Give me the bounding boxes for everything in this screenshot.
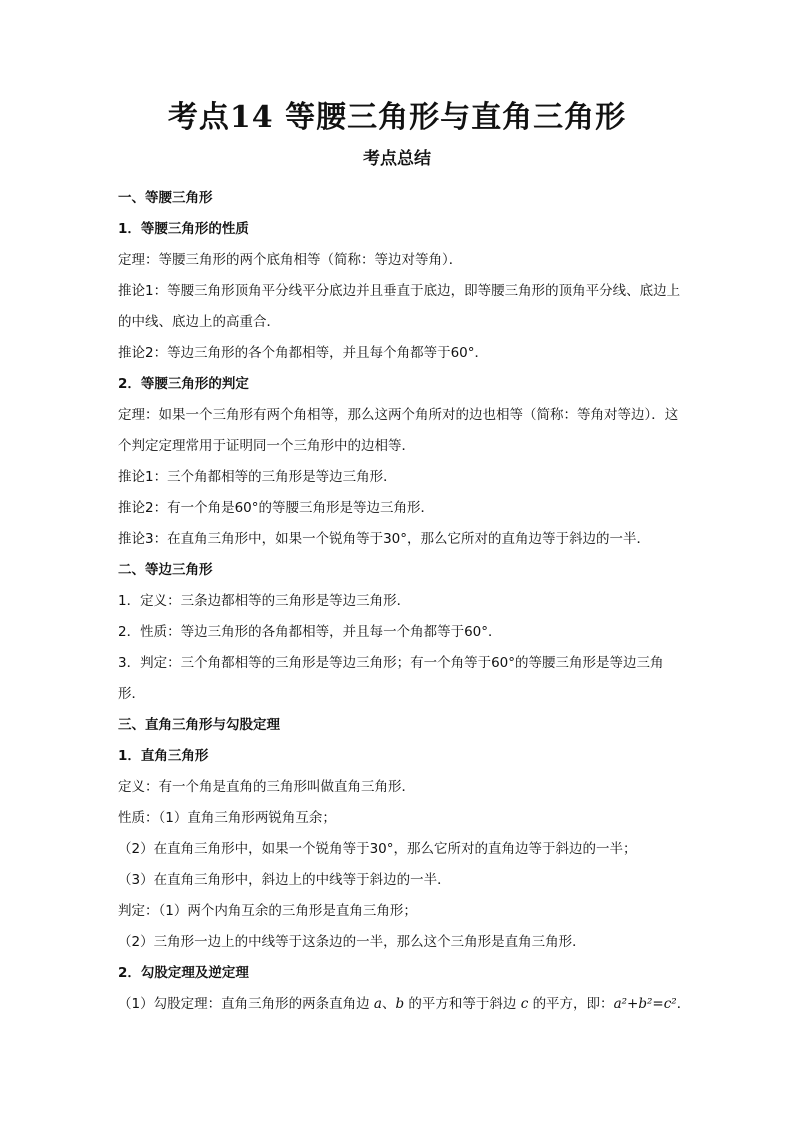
section-heading-right-triangle: 三、直角三角形与勾股定理 [118, 717, 280, 733]
isosceles-criteria-theorem: 定理：如果一个三角形有两个角相等，那么这两个角所对的边也相等（简称：等角对等边）．这个判定定理常用于证明同一个三角形中的边相等． [118, 407, 679, 454]
period: ． [676, 996, 691, 1012]
variable-a: a [373, 996, 382, 1012]
pythagorean-text-2: 的平方和等于斜边 [408, 996, 517, 1012]
isosceles-criteria-corollary-3: 推论3：在直角三角形中，如果一个锐角等于30°，那么它所对的直角边等于斜边的一半． [118, 531, 651, 547]
subsection-heading-isosceles-criteria: 2．等腰三角形的判定 [118, 376, 249, 392]
right-triangle-definition: 定义：有一个角是直角的三角形叫做直角三角形． [118, 779, 415, 795]
subsection-heading-pythagorean: 2．勾股定理及逆定理 [118, 965, 249, 981]
isosceles-theorem: 定理：等腰三角形的两个底角相等（简称：等边对等角）． [118, 252, 463, 268]
section-heading-isosceles: 一、等腰三角形 [118, 190, 213, 206]
right-triangle-criteria-1: 判定：（1）两个内角互余的三角形是直角三角形； [118, 903, 417, 919]
isosceles-criteria-corollary-2: 推论2：有一个角是60°的等腰三角形是等边三角形． [118, 500, 435, 516]
document-body [118, 183, 691, 1020]
page-subtitle: 考点总结 [363, 149, 431, 169]
section-heading-equilateral: 二、等边三角形 [118, 562, 213, 578]
isosceles-corollary-1: 推论1：等腰三角形顶角平分线平分底边并且垂直于底边，即等腰三角形的顶角平分线、底边上的中线、底边上的高重合． [118, 283, 681, 330]
isosceles-criteria-corollary-1: 推论1：三个角都相等的三角形是等边三角形． [118, 469, 397, 485]
subsection-heading-right-triangle: 1．直角三角形 [118, 748, 209, 764]
pythagorean-theorem [118, 989, 691, 1020]
variable-c: c [520, 996, 529, 1012]
right-triangle-property-2: （2）在直角三角形中，如果一个锐角等于30°，那么它所对的直角边等于斜边的一半； [118, 841, 637, 857]
pythagorean-text-1: （1）勾股定理：直角三角形的两条直角边 [118, 996, 370, 1012]
right-triangle-property-3: （3）在直角三角形中，斜边上的中线等于斜边的一半． [118, 872, 451, 888]
equilateral-property: 2．性质：等边三角形的各角都相等，并且每一个角都等于60°． [118, 624, 502, 640]
pythagorean-text-3: 的平方，即： [532, 996, 614, 1012]
equilateral-definition: 1．定义：三条边都相等的三角形是等边三角形． [118, 593, 411, 609]
separator: 、 [381, 996, 396, 1012]
right-triangle-criteria-2: （2）三角形一边上的中线等于这条边的一半，那么这个三角形是直角三角形． [118, 934, 586, 950]
subsection-heading-isosceles-properties: 1．等腰三角形的性质 [118, 221, 249, 237]
pythagorean-formula: a²+b²=c² [613, 996, 677, 1012]
page-title: 考点14 等腰三角形与直角三角形 [167, 100, 627, 135]
variable-b: b [395, 996, 405, 1012]
isosceles-corollary-2: 推论2：等边三角形的各个角都相等，并且每个角都等于60°． [118, 345, 489, 361]
right-triangle-property-1: 性质：（1）直角三角形两锐角互余； [118, 810, 336, 826]
equilateral-criteria: 3．判定：三个角都相等的三角形是等边三角形；有一个角等于60°的等腰三角形是等边三角形． [118, 655, 664, 702]
